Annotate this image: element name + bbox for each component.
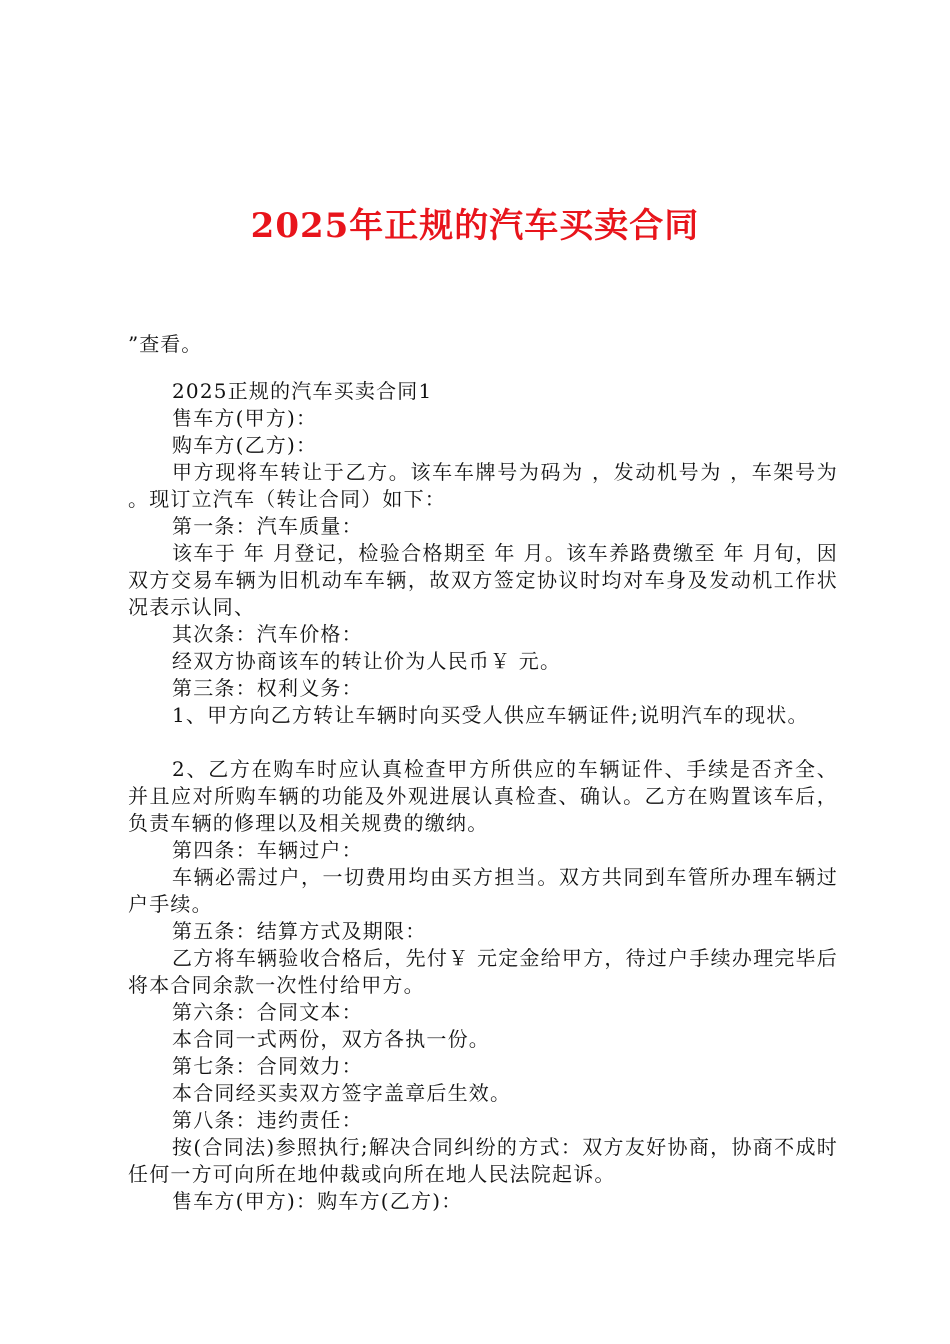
- seller-line: 售车方(甲方)：: [172, 406, 318, 430]
- paragraph-preamble: 甲方现将车转让于乙方。该车车牌号为码为 ，发动机号为 ，车架号为 。现订立汽车（转让合同）如下：: [128, 460, 838, 511]
- article-7-text: 本合同经买卖双方签字盖章后生效。: [172, 1081, 512, 1105]
- contract-body: [128, 378, 838, 1215]
- article-3-item-1: 1、甲方向乙方转让车辆时向买受人供应车辆证件;说明汽车的现状。: [172, 703, 809, 727]
- article-8-text: 按(合同法)参照执行;解决合同纠纷的方式：双方友好协商，协商不成时任何一方可向所在地仲裁或向所在地人民法院起诉。: [128, 1135, 838, 1186]
- document-title: 2025年正规的汽车买卖合同: [250, 206, 700, 246]
- signature-line: 售车方(甲方)：购车方(乙方)：: [172, 1189, 463, 1213]
- article-1-heading: 第一条：汽车质量：: [172, 514, 363, 538]
- article-4-heading: 第四条：车辆过户：: [172, 838, 363, 862]
- heading-contract-number: 2025正规的汽车买卖合同1: [172, 379, 433, 403]
- intro-text: ”查看。: [128, 332, 203, 356]
- article-5-text: 乙方将车辆验收合格后，先付￥ 元定金给甲方，待过户手续办理完毕后将本合同余款一次性付给甲方。: [128, 946, 838, 997]
- article-5-heading: 第五条：结算方式及期限：: [172, 919, 427, 943]
- article-6-text: 本合同一式两份，双方各执一份。: [172, 1027, 490, 1051]
- article-3-item-2: 2、乙方在购车时应认真检查甲方所供应的车辆证件、手续是否齐全、并且应对所购车辆的功能及外观进展认真检查、确认。乙方在购置该车后，负责车辆的修理以及相关规费的缴纳。: [128, 757, 838, 835]
- article-7-heading: 第七条：合同效力：: [172, 1054, 363, 1078]
- article-2-text: 经双方协商该车的转让价为人民币￥ 元。: [172, 649, 562, 673]
- article-8-heading: 第八条：违约责任：: [172, 1108, 363, 1132]
- article-1-text: 该车于 年 月登记，检验合格期至 年 月。该车养路费缴至 年 月旬，因双方交易车辆为旧机动车车辆，故双方签定协议时均对车身及发动机工作状况表示认同、: [128, 541, 838, 619]
- article-2-heading: 其次条：汽车价格：: [172, 622, 363, 646]
- article-3-heading: 第三条：权利义务：: [172, 676, 363, 700]
- buyer-line: 购车方(乙方)：: [172, 433, 318, 457]
- article-6-heading: 第六条：合同文本：: [172, 1000, 363, 1024]
- article-4-text: 车辆必需过户，一切费用均由买方担当。双方共同到车管所办理车辆过户手续。: [128, 865, 838, 916]
